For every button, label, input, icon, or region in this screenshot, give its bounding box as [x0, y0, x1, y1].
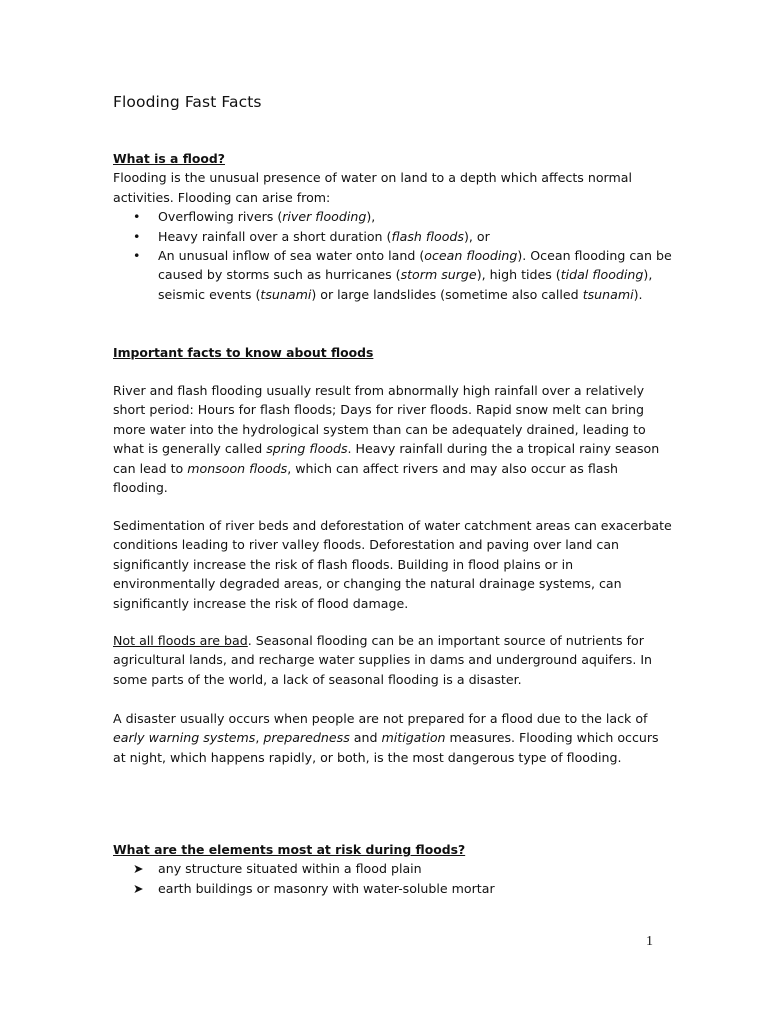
paragraph-not-all-floods-bad: Not all floods are bad. Seasonal flooding can be an important source of nutrients for agricultural lands, and recharge water supplies in dams and underground aquifers. In some parts of the world, a lack of seasonal flooding is a disaster.: [113, 633, 653, 687]
risk-elements-list: [113, 859, 673, 898]
section-what-is-a-flood: [113, 149, 673, 304]
bullet-icon: •: [133, 228, 141, 244]
section-heading: What is a flood?: [113, 151, 225, 166]
section-heading: Important facts to know about floods: [113, 345, 374, 360]
intro-paragraph: Flooding is the unusual presence of water on land to a depth which affects normal activities. Flooding can arise from:: [113, 170, 632, 205]
bullet-icon: •: [133, 248, 141, 264]
list-item: • An unusual inflow of sea water onto land (ocean flooding). Ocean flooding can be caused by storms such as hurricanes (storm surge), high tides (tidal flooding), seismic events (tsunami) or large landslides (sometime also called tsunami).: [133, 248, 672, 302]
arrow-bullet-icon: ➤: [133, 880, 144, 896]
section-important-facts: [113, 343, 673, 362]
paragraph-sedimentation: Sedimentation of river beds and deforestation of water catchment areas can exacerbate conditions leading to river valley floods. Deforestation and paving over land can significantly increase the risk of flash floods. Building in flood plains or in environmentally degraded areas, or changing the natural drainage systems, can significantly increase the risk of flood damage.: [113, 518, 672, 611]
paragraph-disaster: A disaster usually occurs when people are not prepared for a flood due to the lack of early warning systems, preparedness and mitigation measures. Flooding which occurs at night, which happens rapidly, or both, is the most dangerous type of flooding.: [113, 711, 659, 765]
bullet-icon: •: [133, 209, 141, 225]
page-number: 1: [646, 934, 653, 949]
list-item: ➤ any structure situated within a flood plain: [113, 859, 673, 878]
paragraph-river-flash-flooding: River and flash flooding usually result from abnormally high rainfall over a relatively short period: Hours for flash floods; Days for river floods. Rapid snow melt can bring more water into the hydrological system than can be adequately drained, leading to what is generally called spring floods. Heavy rainfall during the a tropical rainy season can lead to monsoon floods, which can affect rivers and may also occur as flash flooding.: [113, 383, 660, 496]
document-title: Flooding Fast Facts: [113, 93, 262, 111]
section-heading: What are the elements most at risk during floods?: [113, 842, 466, 857]
arrow-bullet-icon: ➤: [133, 861, 144, 877]
emphasis-underline: Not all floods are bad: [113, 633, 248, 648]
flood-causes-list: [113, 207, 673, 304]
list-item: ➤ earth buildings or masonry with water-soluble mortar: [113, 879, 673, 898]
section-elements-at-risk: [113, 840, 673, 898]
list-item: • Heavy rainfall over a short duration (flash floods), or: [113, 227, 673, 246]
list-item: • Overflowing rivers (river flooding),: [113, 207, 673, 226]
